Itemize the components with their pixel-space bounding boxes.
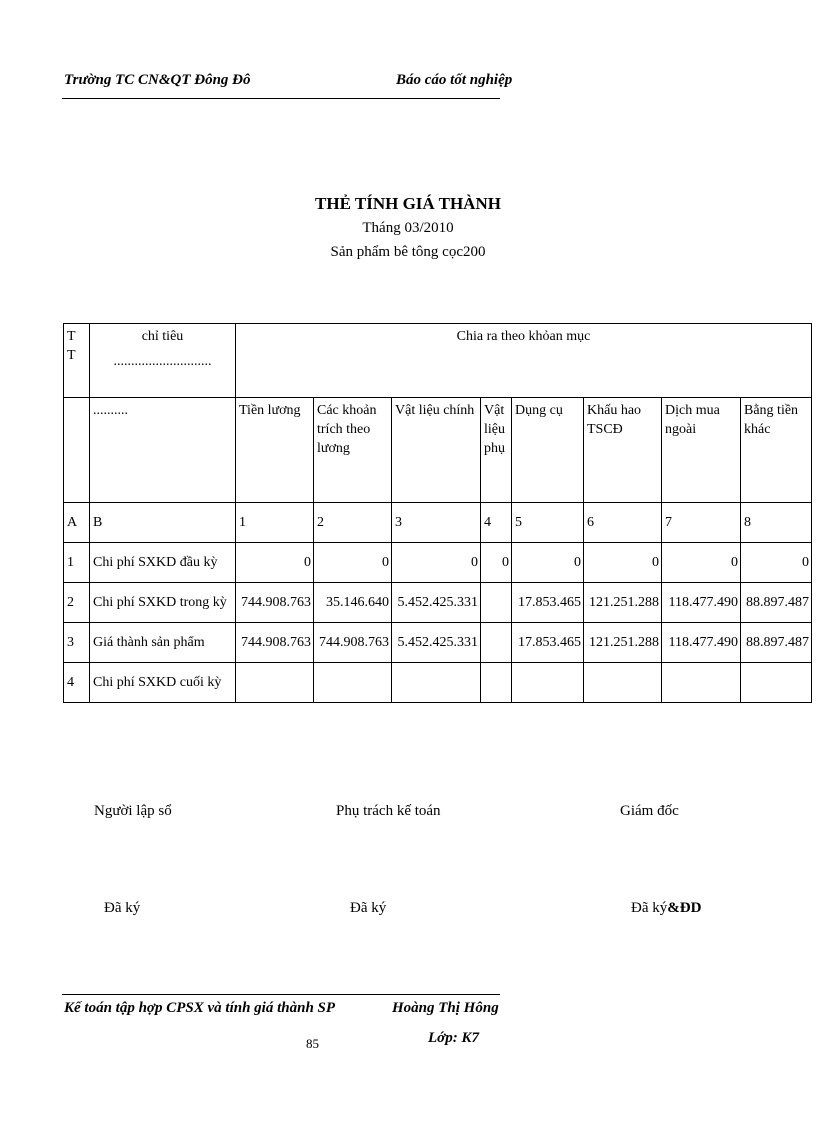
footer-author: Hoàng Thị Hông <box>392 1000 499 1016</box>
table-header-row-1 <box>64 324 812 398</box>
signature-director-signed-text: Đã ký <box>631 900 668 916</box>
header-chitieu-label: chỉ tiêu <box>141 329 184 344</box>
row-value: 5.452.425.331 <box>392 623 481 663</box>
row-value: 0 <box>392 543 481 583</box>
row-value: 744.908.763 <box>314 623 392 663</box>
table-row <box>64 663 812 703</box>
row-value <box>481 583 512 623</box>
document-month: Tháng 03/2010 <box>362 220 454 236</box>
row-value <box>512 663 584 703</box>
col-header-bang-tien-khac: Bằng tiền khác <box>741 398 812 503</box>
signature-accountant-label: Phụ trách kế toán <box>336 803 441 819</box>
row-value: 35.146.640 <box>314 583 392 623</box>
col-header-vat-lieu-phu: Vật liệu phụ <box>481 398 512 503</box>
row-value <box>392 663 481 703</box>
row-value <box>481 663 512 703</box>
row-value: 0 <box>662 543 741 583</box>
signature-director-signed <box>631 900 701 917</box>
document-title: THẺ TÍNH GIÁ THÀNH <box>315 194 501 213</box>
code-cell: 4 <box>481 503 512 543</box>
code-cell: 3 <box>392 503 481 543</box>
row-value: 0 <box>584 543 662 583</box>
row-tt: 3 <box>64 623 90 663</box>
header-chitieu-dots2: .......... <box>90 398 236 503</box>
code-cell: 2 <box>314 503 392 543</box>
signature-preparer-signed: Đã ký <box>104 900 141 916</box>
table-header-row-2 <box>64 398 812 503</box>
header-tt: T T <box>64 324 90 398</box>
code-cell: 5 <box>512 503 584 543</box>
row-value: 121.251.288 <box>584 583 662 623</box>
table-row <box>64 543 812 583</box>
table-row <box>64 583 812 623</box>
footer-rule <box>62 994 500 995</box>
header-school: Trường TC CN&QT Đông Đô <box>64 72 251 88</box>
row-value <box>741 663 812 703</box>
col-header-dung-cu: Dụng cụ <box>512 398 584 503</box>
footer-topic: Kế toán tập hợp CPSX và tính giá thành SP <box>64 1000 336 1016</box>
header-report-type: Báo cáo tốt nghiệp <box>396 72 513 88</box>
signature-accountant-signed: Đã ký <box>350 900 387 916</box>
row-value: 118.477.490 <box>662 583 741 623</box>
row-tt: 2 <box>64 583 90 623</box>
row-tt: 1 <box>64 543 90 583</box>
row-name: Chi phí SXKD trong kỳ <box>90 583 236 623</box>
header-chitieu-dots: ............................ <box>113 354 212 369</box>
col-header-khau-hao: Khấu hao TSCĐ <box>584 398 662 503</box>
row-value <box>314 663 392 703</box>
row-name: Giá thành sản phẩm <box>90 623 236 663</box>
row-value: 744.908.763 <box>236 623 314 663</box>
row-value: 0 <box>236 543 314 583</box>
code-cell: 6 <box>584 503 662 543</box>
code-cell: 8 <box>741 503 812 543</box>
row-value: 17.853.465 <box>512 623 584 663</box>
row-value: 744.908.763 <box>236 583 314 623</box>
code-cell: B <box>90 503 236 543</box>
code-row <box>64 503 812 543</box>
page-number: 85 <box>306 1036 319 1051</box>
code-cell: A <box>64 503 90 543</box>
row-value <box>662 663 741 703</box>
header-tt-blank <box>64 398 90 503</box>
row-tt: 4 <box>64 663 90 703</box>
row-value: 88.897.487 <box>741 583 812 623</box>
code-cell: 7 <box>662 503 741 543</box>
row-value <box>584 663 662 703</box>
cost-table <box>63 323 812 703</box>
row-value <box>481 623 512 663</box>
signature-director-seal-text: &ĐD <box>667 900 702 916</box>
col-header-vat-lieu-chinh: Vật liệu chính <box>392 398 481 503</box>
header-group: Chia ra theo khỏan mục <box>236 324 812 398</box>
row-name: Chi phí SXKD cuối kỳ <box>90 663 236 703</box>
document-product: Sản phẩm bê tông cọc200 <box>330 244 486 260</box>
code-cell: 1 <box>236 503 314 543</box>
row-name: Chi phí SXKD đầu kỳ <box>90 543 236 583</box>
table-row <box>64 623 812 663</box>
col-header-cac-khoan-trich: Các khoản trích theo lương <box>314 398 392 503</box>
row-value: 118.477.490 <box>662 623 741 663</box>
row-value: 17.853.465 <box>512 583 584 623</box>
row-value <box>236 663 314 703</box>
row-value: 0 <box>512 543 584 583</box>
signature-preparer-label: Người lập sổ <box>94 803 172 819</box>
row-value: 121.251.288 <box>584 623 662 663</box>
col-header-dich-mua-ngoai: Dịch mua ngoài <box>662 398 741 503</box>
row-value: 0 <box>314 543 392 583</box>
footer-class: Lớp: K7 <box>428 1030 479 1046</box>
header-chitieu <box>90 324 236 398</box>
row-value: 0 <box>481 543 512 583</box>
col-header-tien-luong: Tiền lương <box>236 398 314 503</box>
header-rule <box>62 98 500 99</box>
signature-director-label: Giám đốc <box>620 803 679 819</box>
row-value: 88.897.487 <box>741 623 812 663</box>
row-value: 0 <box>741 543 812 583</box>
row-value: 5.452.425.331 <box>392 583 481 623</box>
